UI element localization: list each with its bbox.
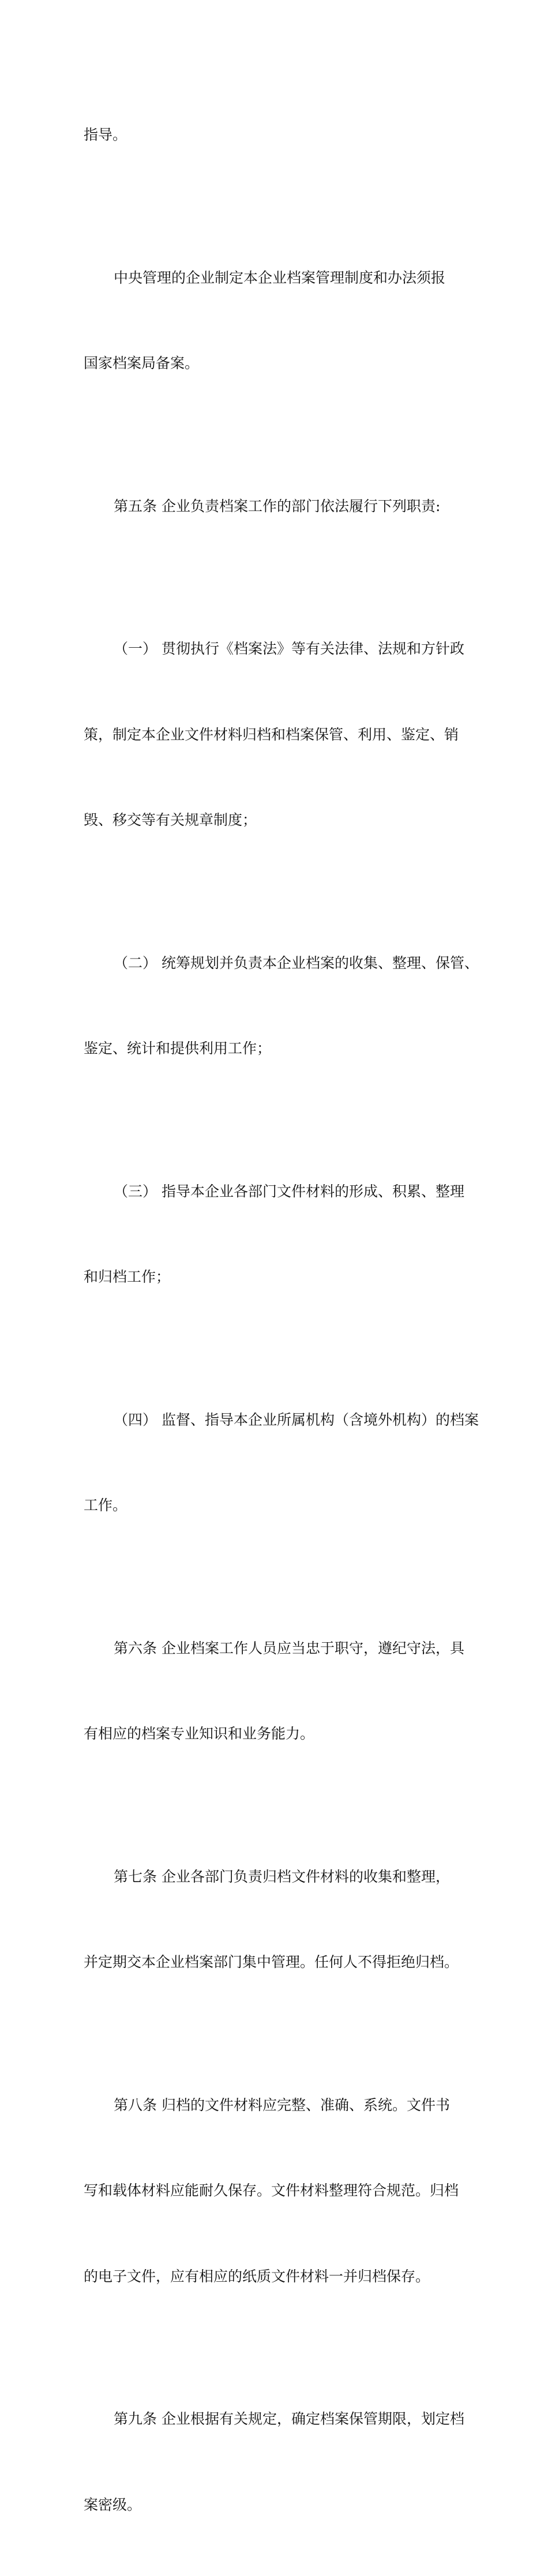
text-line: 毁、移交等有关规章制度； — [84, 812, 257, 828]
text-line: （三） 指导本企业各部门文件材料的形成、积累、整理 — [114, 1182, 464, 1200]
text-line: （一） 贯彻执行《档案法》等有关法律、法规和方针政 — [114, 640, 464, 657]
paragraph-2 — [84, 206, 476, 435]
text-line: 策，制定本企业文件材料归档和档案保管、利用、鉴定、销 — [84, 726, 459, 743]
paragraph-1 — [84, 63, 476, 206]
text-line: 指导。 — [84, 126, 127, 143]
article-6 — [84, 1577, 476, 1805]
text-line: （四） 监督、指导本企业所属机构（含境外机构）的档案 — [114, 1411, 479, 1428]
text-line: 第六条 企业档案工作人员应当忠于职守，遵纪守法，具 — [114, 1639, 464, 1657]
text-line: 案密级。 — [84, 2496, 142, 2513]
text-line: （二） 统筹规划并负责本企业档案的收集、整理、保管、 — [114, 954, 479, 971]
text-line: 和归档工作； — [84, 1268, 171, 1285]
article-5-item-1 — [84, 577, 476, 892]
text-line: 并定期交本企业档案部门集中管理。任何人不得拒绝归档。 — [84, 1954, 459, 1970]
article-8 — [84, 2034, 476, 2348]
text-line: 第八条 归档的文件材料应完整、准确、系统。文件书 — [114, 2096, 450, 2113]
article-9 — [84, 2348, 476, 2576]
article-5-item-3 — [84, 1120, 476, 1349]
text-line: 第七条 企业各部门负责归档文件材料的收集和整理， — [114, 1868, 450, 1885]
text-line: 中央管理的企业制定本企业档案管理制度和办法须报 — [114, 269, 446, 286]
document-body — [84, 63, 479, 2576]
article-5-heading — [84, 435, 476, 578]
text-line: 国家档案局备案。 — [84, 355, 200, 371]
article-5-item-4 — [84, 1349, 479, 1577]
text-line: 写和载体材料应能耐久保存。文件材料整理符合规范。归档 — [84, 2182, 459, 2199]
text-line: 鉴定、统计和提供利用工作； — [84, 1040, 272, 1057]
text-line: 有相应的档案专业知识和业务能力。 — [84, 1725, 315, 1742]
text-line: 第五条 企业负责档案工作的部门依法履行下列职责: — [114, 497, 441, 515]
text-line: 工作。 — [84, 1497, 127, 1514]
text-line: 的电子文件，应有相应的纸质文件材料一并归档保存。 — [84, 2267, 430, 2285]
text-line: 第九条 企业根据有关规定，确定档案保管期限，划定档 — [114, 2410, 464, 2427]
article-5-item-2 — [84, 892, 479, 1120]
article-7 — [84, 1805, 476, 2034]
